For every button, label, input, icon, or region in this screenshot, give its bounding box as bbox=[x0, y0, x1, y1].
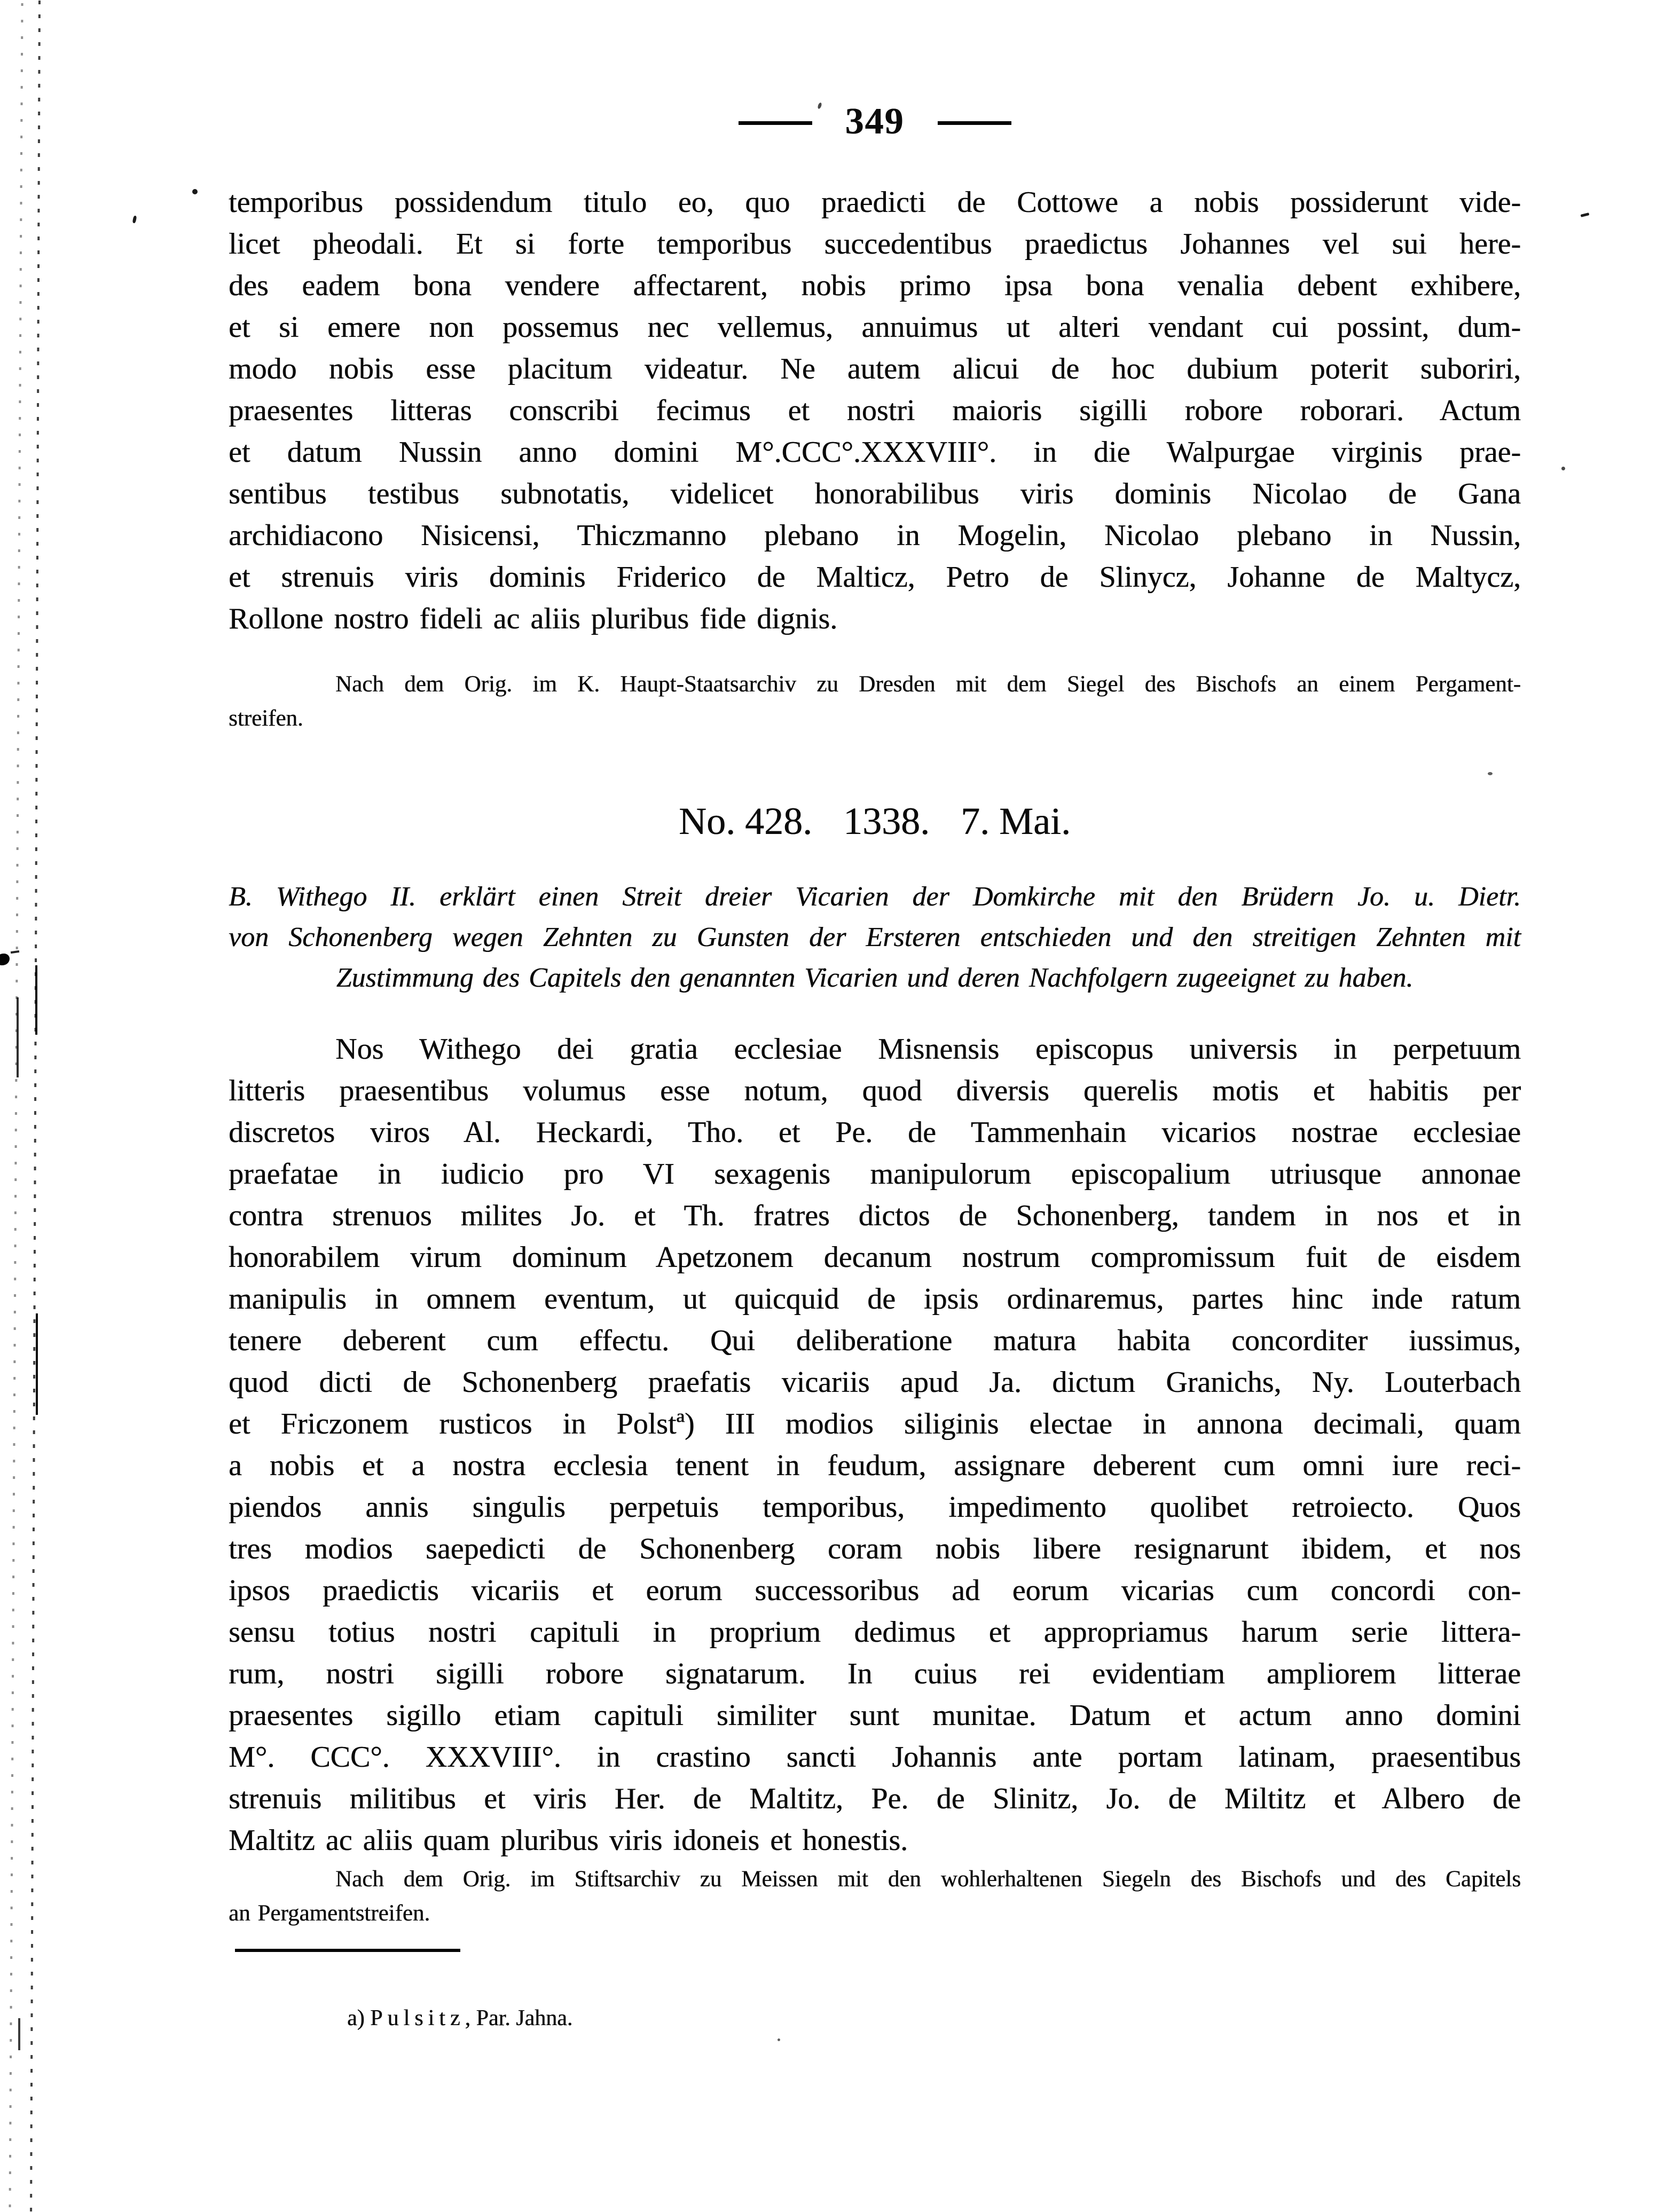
header-rule-left bbox=[739, 121, 812, 125]
page-number: 349 bbox=[845, 101, 905, 142]
text-line: piendos annis singulis perpetuis temporibus, impedimento quolibet retroiecto. Quos bbox=[229, 1491, 1521, 1524]
scan-artifact bbox=[17, 997, 19, 1077]
text-line: honorabilem virum dominum Apetzonem decanum nostrum compromissum fuit de eisdem bbox=[229, 1241, 1521, 1274]
text-line: Nos Withego dei gratia ecclesiae Misnensis episcopus universis in perpetuum bbox=[335, 1033, 1521, 1066]
footnote bbox=[229, 2003, 1521, 2033]
page-header bbox=[229, 100, 1521, 143]
entry-427-source-note bbox=[229, 667, 1521, 736]
scan-artifact bbox=[11, 950, 19, 954]
scan-artifact bbox=[18, 2018, 20, 2050]
text-line: et Friczonem rusticos in Polstª) III modios siliginis electae in annona decimali, quam bbox=[229, 1407, 1521, 1440]
entry-number: No. 428. bbox=[679, 800, 812, 843]
text-line: praesentes litteras conscribi fecimus et nostri maioris sigilli robore roborari. Actum bbox=[229, 394, 1521, 427]
entry-428-summary bbox=[229, 877, 1521, 998]
text-line: archidiacono Nisicensi, Thiczmanno plebano in Mogelin, Nicolao plebano in Nussin, bbox=[229, 519, 1521, 552]
text-line: temporibus possidendum titulo eo, quo praedicti de Cottowe a nobis possiderunt vide- bbox=[229, 186, 1521, 219]
scan-artifact bbox=[1488, 772, 1493, 775]
text-line: modo nobis esse placitum videatur. Ne autem alicui de hoc dubium poterit suboriri, bbox=[229, 352, 1521, 385]
scan-artifact-ink-blob bbox=[0, 954, 10, 965]
text-line: strenuis militibus et viris Her. de Maltitz, Pe. de Slinitz, Jo. de Miltitz et Albero de bbox=[229, 1782, 1521, 1815]
text-line: litteris praesentibus volumus esse notum, quod diversis querelis motis et habitis per bbox=[229, 1074, 1521, 1107]
scan-artifact-gutter-line-inner bbox=[9, 0, 23, 2212]
scan-artifact bbox=[35, 965, 37, 1035]
entry-year: 1338. bbox=[843, 800, 930, 843]
note-line: an Pergamentstreifen. bbox=[229, 1901, 430, 1926]
text-line: et datum Nussin anno domini M°.CCC°.XXXVIII°. in die Walpurgae virginis prae- bbox=[229, 436, 1521, 469]
text-line: praesentes sigillo etiam capituli similiter sunt munitae. Datum et actum anno domini bbox=[229, 1699, 1521, 1732]
entry-428-heading bbox=[229, 800, 1521, 843]
text-line: quod dicti de Schonenberg praefatis vicariis apud Ja. dictum Granichs, Ny. Louterbach bbox=[229, 1366, 1521, 1399]
text-line: manipulis in omnem eventum, ut quicquid de ipsis ordinaremus, partes hinc inde ratum bbox=[229, 1282, 1521, 1316]
text-line: et strenuis viris dominis Friderico de Malticz, Petro de Slinycz, Johanne de Maltycz, bbox=[229, 561, 1521, 594]
footnote-place: Pulsitz bbox=[370, 2006, 465, 2030]
scan-artifact bbox=[1561, 467, 1565, 470]
text-line: a nobis et a nostra ecclesia tenent in feudum, assignare deberent cum omni iure reci- bbox=[229, 1449, 1521, 1482]
note-line: Nach dem Orig. im K. Haupt-Staatsarchiv zu Dresden mit dem Siegel des Bischofs an einem Pergament- bbox=[335, 672, 1521, 697]
header-rule-right bbox=[938, 121, 1011, 125]
text-line: contra strenuos milites Jo. et Th. fratres dictos de Schonenberg, tandem in nos et in bbox=[229, 1199, 1521, 1232]
text-line: praefatae in iudicio pro VI sexagenis manipulorum episcopalium utriusque annonae bbox=[229, 1158, 1521, 1191]
text-line: sensu totius nostri capituli in proprium dedimus et appropriamus harum serie littera- bbox=[229, 1616, 1521, 1649]
summary-line: von Schonenberg wegen Zehnten zu Gunsten der Ersteren entschieden und den streitigen Zehnten mit bbox=[229, 922, 1521, 953]
scan-artifact bbox=[132, 216, 137, 224]
text-line: rum, nostri sigilli robore signatarum. In cuius rei evidentiam ampliorem litterae bbox=[229, 1657, 1521, 1690]
text-line: Maltitz ac aliis quam pluribus viris idoneis et honestis. bbox=[229, 1824, 908, 1857]
note-line: Nach dem Orig. im Stiftsarchiv zu Meissen mit den wohlerhaltenen Siegeln des Bischofs und des Capitels bbox=[335, 1867, 1521, 1892]
entry-date: 7. Mai. bbox=[961, 800, 1071, 843]
footnote-separator bbox=[235, 1949, 460, 1952]
text-line: ipsos praedictis vicariis et eorum successoribus ad eorum vicarias cum concordi con- bbox=[229, 1574, 1521, 1607]
summary-line: Zustimmung des Capitels den genannten Vicarien und deren Nachfolgern zugeeignet zu haben. bbox=[336, 963, 1413, 993]
text-line: M°. CCC°. XXXVIII°. in crastino sancti Johannis ante portam latinam, praesentibus bbox=[229, 1741, 1521, 1774]
scan-artifact bbox=[192, 189, 198, 194]
entry-428-body bbox=[229, 1028, 1521, 1861]
text-line: et si emere non possemus nec vellemus, annuimus ut alteri vendant cui possint, dum- bbox=[229, 311, 1521, 344]
footnote-rest: , Par. Jahna. bbox=[465, 2006, 573, 2030]
entry-428-source-note bbox=[229, 1862, 1521, 1931]
note-line: streifen. bbox=[229, 706, 303, 731]
text-line: Rollone nostro fideli ac aliis pluribus fide dignis. bbox=[229, 602, 838, 635]
scan-artifact bbox=[36, 1313, 38, 1415]
text-line: licet pheodali. Et si forte temporibus succedentibus praedictus Johannes vel sui here- bbox=[229, 227, 1521, 261]
scan-artifact bbox=[1581, 212, 1590, 217]
summary-line: B. Withego II. erklärt einen Streit dreier Vicarien der Domkirche mit den Brüdern Jo. u. Dietr. bbox=[229, 881, 1521, 912]
footnote-marker: a) bbox=[347, 2006, 365, 2030]
text-line: sentibus testibus subnotatis, videlicet honorabilibus viris dominis Nicolao de Gana bbox=[229, 477, 1521, 510]
text-line: tres modios saepedicti de Schonenberg coram nobis libere resignarunt ibidem, et nos bbox=[229, 1532, 1521, 1565]
entry-427-continuation bbox=[229, 182, 1521, 640]
text-line: tenere deberent cum effectu. Qui deliberatione matura habita concorditer iussimus, bbox=[229, 1324, 1521, 1357]
text-line: des eadem bona vendere affectarent, nobis primo ipsa bona venalia debent exhibere, bbox=[229, 269, 1521, 302]
text-line: discretos viros Al. Heckardi, Tho. et Pe. de Tammenhain vicarios nostrae ecclesiae bbox=[229, 1116, 1521, 1149]
scan-artifact-gutter-line-outer bbox=[30, 0, 41, 2212]
scan-artifact bbox=[778, 2038, 780, 2041]
